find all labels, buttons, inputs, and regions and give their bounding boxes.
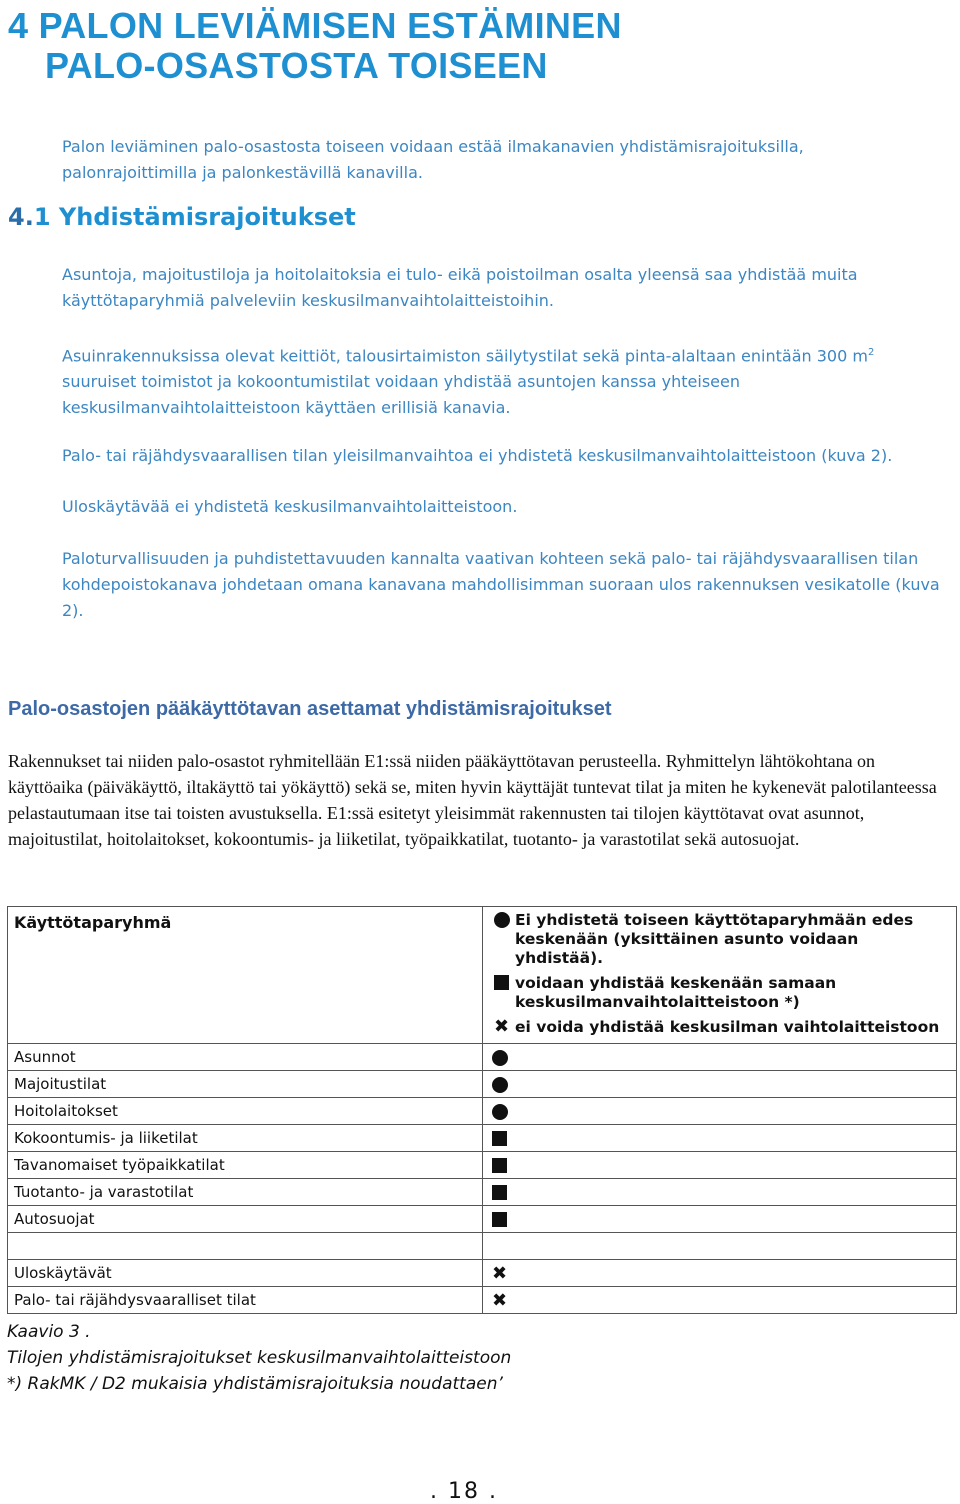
- paragraph-2-b: suuruiset toimistot ja kokoontumistilat voidaan yhdistää asuntojen kanssa yhteiseen keskusilmanvaihtolaitteistoon käyttäen erillisiä kanavia.: [62, 372, 740, 418]
- table-header-row: [8, 907, 957, 1044]
- circle-icon: [492, 1077, 508, 1093]
- legend-text: ei voida yhdistää keskusilman vaihtolaitteistoon: [515, 1018, 940, 1036]
- row-symbol-cell: [483, 1071, 957, 1098]
- row-label: Hoitolaitokset: [8, 1098, 483, 1125]
- row-symbol-cell: [483, 1098, 957, 1125]
- intro-paragraph: Palon leviäminen palo-osastosta toiseen voidaan estää ilmakanavien yhdistämisrajoituksilla, palonrajoittimilla ja palonkestävillä kanavilla.: [62, 137, 804, 182]
- caption-line3: *) RakMK / D2 mukaisia yhdistämisrajoituksia noudattaen’: [7, 1374, 503, 1394]
- section-heading: [8, 203, 356, 231]
- circle-icon: [494, 912, 510, 928]
- paragraph-1: Asuntoja, majoitustiloja ja hoitolaitoksia ei tulo- eikä poistoilman osalta yleensä saa yhdistää muita käyttötaparyhmiä palveleviin keskusilmanvaihtolaitteistoihin.: [62, 265, 858, 310]
- table-row: [8, 1287, 957, 1314]
- legend: [489, 907, 950, 1037]
- table-row: [8, 1044, 957, 1071]
- row-symbol-cell: [483, 1260, 957, 1287]
- table-row: [8, 1071, 957, 1098]
- square-icon: [492, 1185, 507, 1200]
- table-header: Käyttötaparyhmä: [14, 913, 172, 932]
- caption-line1: Kaavio 3 .: [7, 1322, 91, 1342]
- section-title: 1 Yhdistämisrajoitukset: [33, 203, 356, 231]
- legend-text: voidaan yhdistää keskenään samaan keskusilmanvaihtolaitteistoon *): [515, 974, 837, 1011]
- paragraph-2-a: Asuinrakennuksissa olevat keittiöt, talousirtaimiston säilytystilat sekä pinta-alaltaan enintään 300 m: [62, 346, 868, 366]
- legend-text: Ei yhdistetä toiseen käyttötaparyhmään edes keskenään (yksittäinen asunto voidaan yhdistää).: [515, 911, 914, 967]
- row-symbol-cell: [483, 1044, 957, 1071]
- table-row: [8, 1179, 957, 1206]
- circle-icon: [492, 1104, 508, 1120]
- paragraph-2: [62, 340, 942, 421]
- square-icon: [492, 1158, 507, 1173]
- superscript: 2: [867, 347, 875, 358]
- table-row-empty: [8, 1233, 957, 1260]
- row-label: Autosuojat: [8, 1206, 483, 1233]
- square-icon: [492, 1212, 507, 1227]
- row-label: [8, 1233, 483, 1260]
- square-icon: [494, 975, 509, 990]
- cross-icon: ✖: [494, 1016, 510, 1037]
- row-symbol-cell: [483, 1125, 957, 1152]
- square-icon: [492, 1131, 507, 1146]
- table-row: [8, 1260, 957, 1287]
- subheading: Palo-osastojen pääkäyttötavan asettamat yhdistämisrajoitukset: [8, 698, 612, 720]
- row-label: Kokoontumis- ja liiketilat: [8, 1125, 483, 1152]
- row-label: Tavanomaiset työpaikkatilat: [8, 1152, 483, 1179]
- row-symbol-cell: [483, 1287, 957, 1314]
- row-label: Asunnot: [8, 1044, 483, 1071]
- circle-icon: [492, 1050, 508, 1066]
- paragraph-3: Palo- tai räjähdysvaarallisen tilan yleisilmanvaihtoa ei yhdistetä keskusilmanvaihtolaitteistoon (kuva 2).: [62, 446, 893, 465]
- body-text: Rakennukset tai niiden palo-osastot ryhmitellään E1:ssä niiden pääkäyttötavan perusteella. Ryhmittelyn lähtökohtana on käyttöaika (päiväkäyttö, iltakäyttö tai yökäyttö) sekä se, miten hyvin käyttäjät tuntevat tilat ja miten he kykenevät palotilanteessa pelastautumaan itse tai toisten avustuksella. E1:ssä esitetyt yleisimmät rakennusten tai tilojen käyttötavat ovat asunnot, majoitustilat, hoitolaitokset, kokoontumis- ja liiketilat, työpaikkatilat, tuotanto- ja varastotilat sekä autosuojat.: [8, 751, 937, 849]
- cross-icon: ✖: [492, 1262, 508, 1284]
- section-number: 4.: [8, 203, 34, 231]
- table-row: [8, 1125, 957, 1152]
- table-row: [8, 1098, 957, 1125]
- paragraph-5: Paloturvallisuuden ja puhdistettavuuden kannalta vaativan kohteen sekä palo- tai räjähdysvaarallisen tilan kohdepoistokanava johdetaan omana kanavana mahdollisimman suoraan ulos rakennuksen vesikatolle (kuva 2).: [62, 549, 940, 620]
- row-label: Majoitustilat: [8, 1071, 483, 1098]
- caption-line2: Tilojen yhdistämisrajoitukset keskusilmanvaihtolaitteistoon: [7, 1348, 512, 1368]
- chapter-heading-line1: 4 PALON LEVIÄMISEN ESTÄMINEN: [8, 5, 622, 46]
- legend-item-square: [489, 974, 950, 1012]
- paragraph-4: Uloskäytävää ei yhdistetä keskusilmanvaihtolaitteistoon.: [62, 497, 518, 516]
- row-label: Uloskäytävät: [8, 1260, 483, 1287]
- legend-cell: [483, 907, 957, 1044]
- row-symbol-cell: [483, 1233, 957, 1260]
- table-row: [8, 1152, 957, 1179]
- cross-icon: ✖: [492, 1289, 508, 1311]
- row-symbol-cell: [483, 1206, 957, 1233]
- chapter-heading-line2: PALO-OSASTOSTA TOISEEN: [45, 45, 548, 86]
- chapter-heading: [8, 6, 622, 86]
- table-row: [8, 1206, 957, 1233]
- row-label: Palo- tai räjähdysvaaralliset tilat: [8, 1287, 483, 1314]
- usage-group-table: [7, 906, 957, 1314]
- row-label: Tuotanto- ja varastotilat: [8, 1179, 483, 1206]
- row-symbol-cell: [483, 1152, 957, 1179]
- legend-item-cross: [489, 1018, 950, 1037]
- legend-item-circle: [489, 911, 950, 968]
- table-header-cell: [8, 907, 483, 1044]
- row-symbol-cell: [483, 1179, 957, 1206]
- page-number: . 18 .: [430, 1479, 498, 1504]
- figure-caption: [7, 1319, 511, 1397]
